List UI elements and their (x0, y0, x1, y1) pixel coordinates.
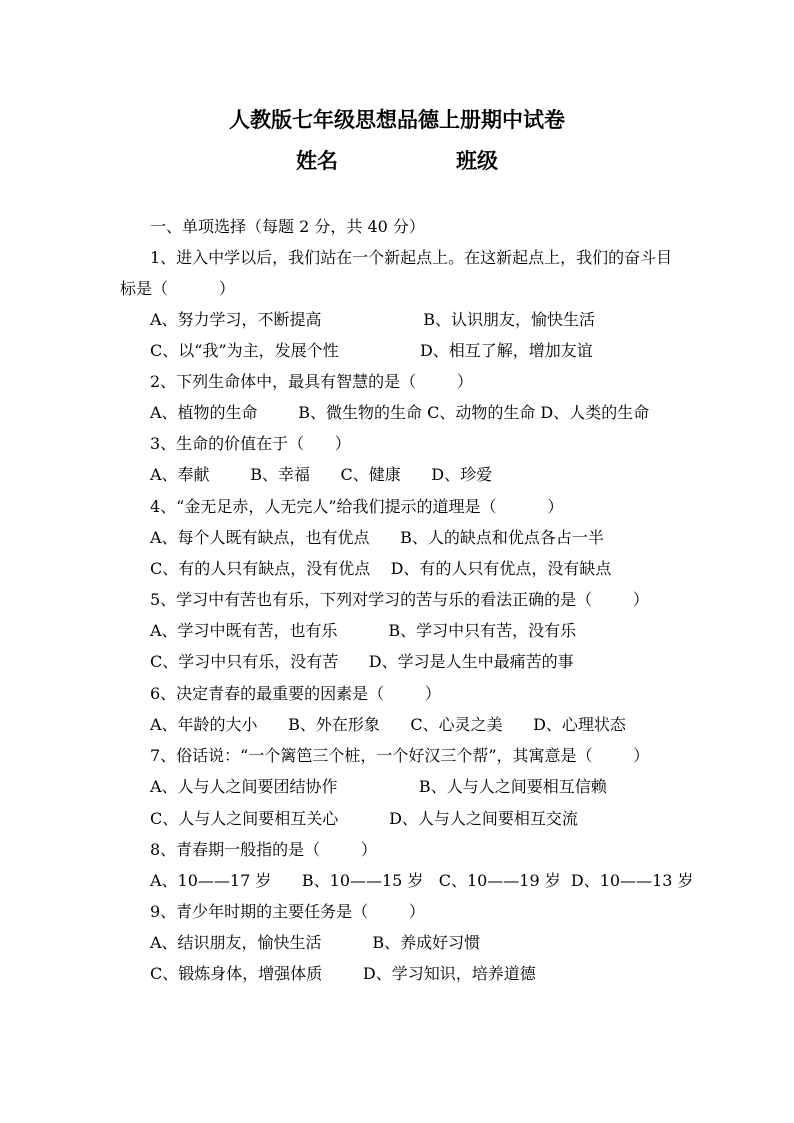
question-1-line2: 标是（ ） (120, 279, 235, 298)
question-5-options-cd: C、学习中只有乐，没有苦 D、学习是人生中最痛苦的事 (150, 652, 574, 671)
question-7-options-cd: C、人与人之间要相互关心 D、人与人之间要相互交流 (150, 809, 578, 828)
question-6-options: A、年龄的大小 B、外在形象 C、心灵之美 D、心理状态 (150, 715, 626, 734)
name-label: 姓名 (296, 148, 338, 173)
question-4-options-cd: C、有的人只有缺点，没有优点 D、有的人只有优点，没有缺点 (150, 559, 612, 578)
question-2: 2、下列生命体中，最具有智慧的是（ ） (150, 372, 473, 391)
question-8-options: A、10——17 岁 B、10——15 岁 C、10——19 岁 D、10——13 岁 (150, 871, 694, 890)
question-9: 9、青少年时期的主要任务是（ ） (150, 902, 425, 921)
section-heading: 一、单项选择（每题 2 分，共 40 分） (150, 217, 425, 236)
question-1-options-ab: A、努力学习，不断提高 B、认识朋友，愉快生活 (150, 310, 596, 329)
question-9-options-ab: A、结识朋友，愉快生活 B、养成好习惯 (150, 933, 481, 952)
question-5-options-ab: A、学习中既有苦，也有乐 B、学习中只有苦，没有乐 (150, 621, 577, 640)
question-3: 3、生命的价值在于（ ） (150, 434, 351, 453)
question-7: 7、俗话说：“一个篱笆三个桩，一个好汉三个帮”，其寓意是（ ） (150, 746, 650, 765)
question-1-options-cd: C、以“我”为主，发展个性 D、相互了解，增加友谊 (150, 341, 593, 360)
question-7-options-ab: A、人与人之间要团结协作 B、人与人之间要相互信赖 (150, 777, 607, 796)
exam-title: 人教版七年级思想品德上册期中试卷 (229, 107, 565, 132)
question-8: 8、青春期一般指的是（ ） (150, 840, 377, 859)
question-2-options: A、植物的生命 B、微生物的生命 C、动物的生命 D、人类的生命 (150, 403, 650, 422)
question-3-options: A、奉献 B、幸福 C、健康 D、珍爱 (150, 465, 493, 484)
class-label: 班级 (456, 148, 498, 173)
question-4-options-ab: A、每个人既有缺点，也有优点 B、人的缺点和优点各占一半 (150, 528, 604, 547)
question-4: 4、“金无足赤，人无完人”给我们提示的道理是（ ） (150, 497, 564, 516)
question-1-line1: 1、进入中学以后，我们站在一个新起点上。在这新起点上，我们的奋斗目 (150, 248, 673, 267)
question-9-options-cd: C、锻炼身体，增强体质 D、学习知识，培养道德 (150, 964, 536, 983)
question-6: 6、决定青春的最重要的因素是（ ） (150, 684, 441, 703)
question-5: 5、学习中有苦也有乐，下列对学习的苦与乐的看法正确的是（ ） (150, 590, 649, 609)
